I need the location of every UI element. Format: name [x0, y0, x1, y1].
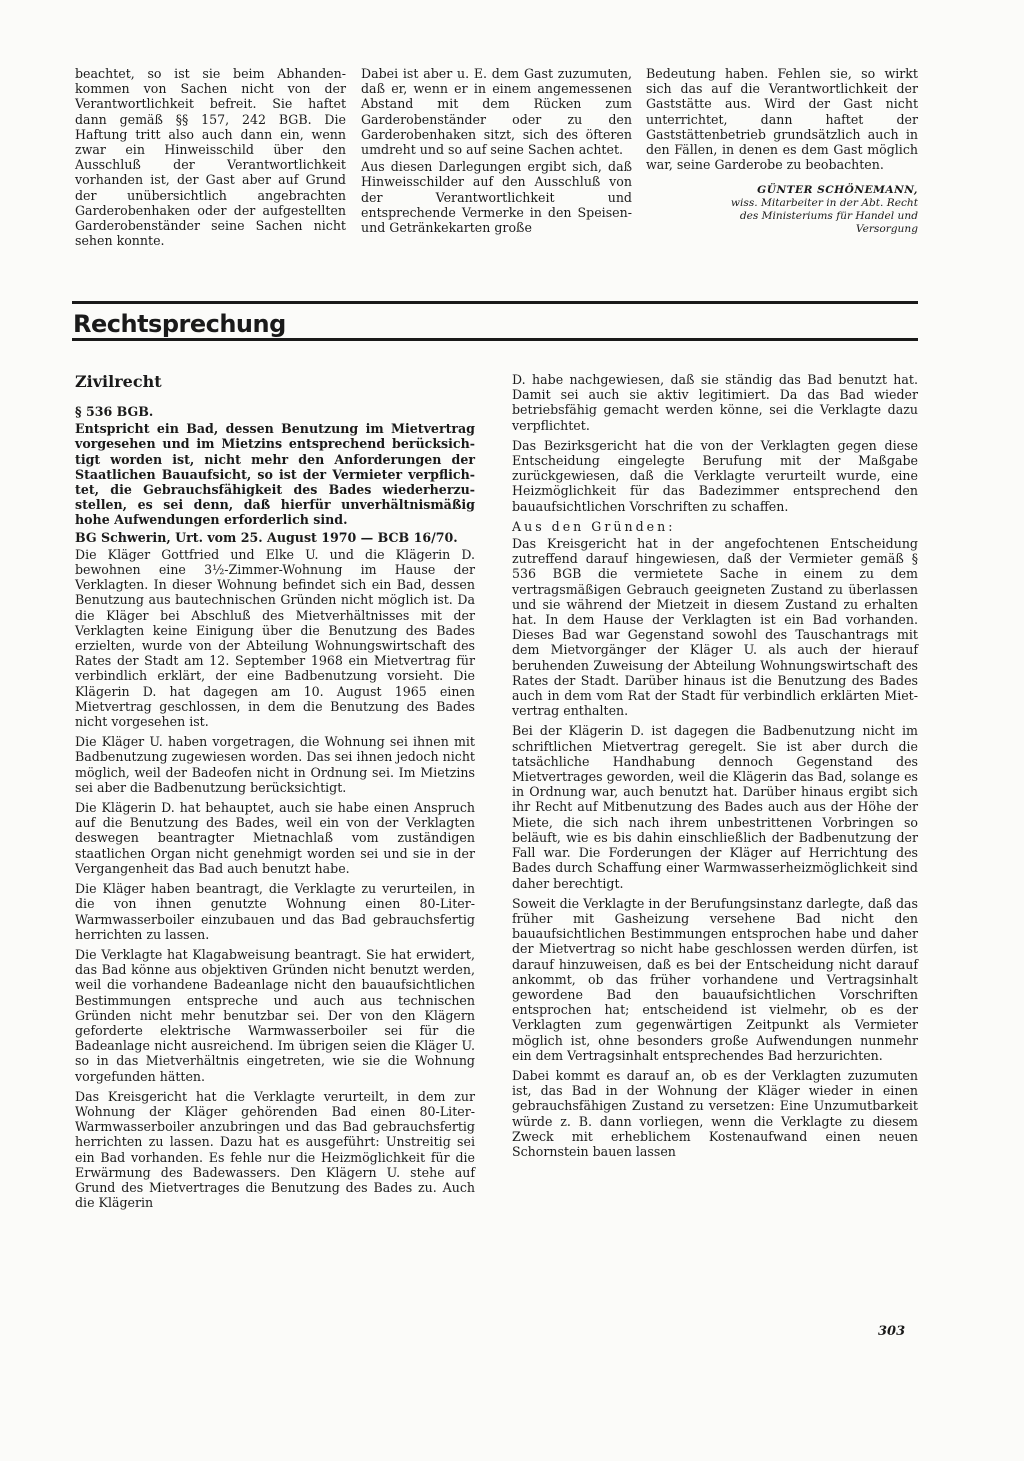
paragraph: Dabei ist aber u. E. dem Gast zuzumuten, daß er, wenn er in einem angemessenen Abstand mit dem Rücken zum Garderobenständer oder zu den Garderobenhaken sitzt, sich des öfteren umdreht und so auf seine Sachen achtet. [361, 66, 632, 158]
headnote: Entspricht ein Bad, dessen Benutzung im Mietvertrag vorgesehen und im Mietzins entsprechend berücksichtigt worden ist, nicht mehr den Anforderungen der Staatlichen Bauaufsicht, so ist der Vermieter verpflichtet, die Gebrauchsfähigkeit des Bades wiederherzustellen, es sei denn, daß hierfür unverhältnismäßig hohe Aufwendungen erforderlich sind. [75, 421, 475, 528]
top-column-2 [361, 66, 632, 237]
paragraph: Dabei kommt es darauf an, ob es der Verklagten zuzumuten ist, das Bad in der Wohnung der Kläger wieder in einen gebrauchsfähigen Zustand zu versetzen: Eine Unzumutbarkeit würde z. B. dann vorliegen, wenn die Verklagte zu diesem Zweck mit erheblichem Kostenaufwand einen neuen Schornstein bauen lassen [512, 1067, 918, 1159]
author-affiliation-line: des Ministeriums für Handel und [739, 210, 918, 223]
body-column-2 [512, 372, 918, 1164]
paragraph: Die Kläger U. haben vorgetragen, die Wohnung sei ihnen mit Badbenutzung zugewiesen worden. Das sei ihnen jedoch nicht möglich, weil der Badeofen nicht in Ordnung sei. Im Mietzins sei aber die Badbenutzung berücksichtigt. [75, 734, 475, 795]
paragraph: Soweit die Verklagte in der Berufungsinstanz darlegte, daß das früher mit Gasheizung versehene Bad nicht den bauaufsichtlichen Bestimmungen entsprochen habe und daher der Mietvertrag so nicht habe geschlossen werden dürfen, ist darauf hinzuweisen, daß es bei der Entscheidung nicht darauf ankommt, ob das früher vorhandene und Vertragsinhalt gewordene Bad den bauaufsichtlichen Vorschriften entsprochen hat; entscheidend ist vielmehr, ob es der Verklagten zum gegenwärtigen Zeitpunkt als Vermieter möglich ist, ohne besonders große Aufwendungen nunmehr ein dem Vertragsinhalt entsprechendes Bad herzurichten. [512, 895, 918, 1063]
paragraph: Die Kläger haben beantragt, die Verklagte zu verurteilen, in die von ihnen genutzte Wohnung einen 80-Liter-Warmwasserboiler einzubauen und das Bad gebrauchsfertig herrichten zu lassen. [75, 881, 475, 942]
paragraph: Die Kläger Gottfried und Elke U. und die Klägerin D. bewohnen eine 3½-Zimmer-Wohnung im Hause der Verklagten. In dieser Wohnung befindet sich ein Bad, dessen Benutzung aus bautechnischen Gründen nicht möglich ist. Da die Kläger bei Abschluß des Mietverhältnisses mit der Verklagten keine Einigung über die Benutzung des Bades erzielten, wurde von der Abteilung Wohnungswirtschaft des Rates der Stadt am 12. September 1968 ein Mietvertrag für verbindlich erklärt, der eine Badbenutzung vorsieht. Die Klägerin D. hat dagegen am 10. August 1965 einen Mietvertrag geschlossen, in dem die Benutzung des Bades nicht vorgesehen ist. [75, 546, 475, 730]
paragraph: Die Verklagte hat Klagabweisung beantragt. Sie hat erwidert, das Bad könne aus objektiven Gründen nicht benutzt werden, weil die vorhandene Badeanlage nicht den bauaufsichtlichen Bestimmungen entspreche und auch aus technischen Gründen nicht mehr benutzbar sei. Der von den Klägern geforderte elektrische Warmwasserboiler sei für die Badeanlage nicht ausreichend. Im übrigen seien die Kläger U. so in das Mietverhältnis eingetreten, wie sie die Wohnung vorgefunden hätten. [75, 946, 475, 1084]
page-number: 303 [878, 1324, 906, 1339]
author-affiliation-line: wiss. Mitarbeiter in der Abt. Recht [730, 197, 918, 210]
section-rule-top [72, 301, 918, 304]
paragraph: Bei der Klägerin D. ist dagegen die Badbenutzung nicht im schriftlichen Mietvertrag geregelt. Sie ist aber durch die tatsächliche Handhabung dennoch Gegenstand des Mietvertrages geworden, weil die Klägerin das Bad, solange es in Ordnung war, auch benutzt hat. Darüber hinaus ergibt sich ihr Recht auf Mitbenutzung des Bades auch aus der Höhe der Miete, die sich nach ihrem unbestrittenen Vorbringen so beläuft, wie es bis dahin einschließlich der Badbenutzung der Fall war. Die Forderungen der Kläger auf Herrichtung des Bades durch Schaffung einer Warmwasserheizmöglichkeit sind daher berechtigt. [512, 723, 918, 891]
paragraph: Aus diesen Darlegungen ergibt sich, daß Hinweisschilder auf den Ausschluß von der Verantwortlichkeit und entsprechende Vermerke in den Speisen- und Getränkekarten große [361, 159, 632, 236]
paragraph: beachtet, so ist sie beim Abhandenkommen von Sachen nicht von der Verantwortlichkeit befreit. Sie haftet dann gemäß §§ 157, 242 BGB. Die Haftung tritt also auch dann ein, wenn zwar ein Hinweisschild über den Ausschluß der Verantwortlichkeit vorhanden ist, der Gast aber auf Grund der unübersichtlich angebrachten Garderobenhaken oder der aufgestellten Garderobenständer seine Sachen nicht sehen konnte. [75, 66, 346, 249]
paragraph: Das Kreisgericht hat in der angefochtenen Entscheidung zutreffend darauf hingewiesen, daß der Vermieter gemäß § 536 BGB die vermietete Sache in einem zu dem vertragsmäßigen Gebrauch geeigneten Zustand zu überlassen und sie während der Mietzeit in diesem Zustand zu erhalten hat. In dem Hause der Verklagten ist ein Bad vorhanden. Dieses Bad war Gegenstand sowohl des Tauschantrags mit dem Mietvorgänger der Kläger U. als auch der hierauf beruhenden Zuweisung der Abteilung Wohnungswirtschaft des Rates der Stadt. Darüber hinaus ist die Benutzung des Bades auch in dem vom Rat der Stadt für verbindlich erklärten Mietvertrag enthalten. [512, 536, 918, 719]
law-reference: § 536 BGB. [75, 404, 154, 419]
top-column-3 [646, 66, 918, 236]
paragraph: Das Kreisgericht hat die Verklagte verurteilt, in dem zur Wohnung der Kläger gehörenden Bad einen 80-Liter-Warmwasserboiler anzubringen und das Bad gebrauchsfertig herrichten zu lassen. Dazu hat es ausgeführt: Unstreitig sei ein Bad vorhanden. Es fehle nur die Heizmöglichkeit für die Erwärmung des Badewassers. Den Klägern U. stehe auf Grund des Mietvertrages die Benutzung des Bades zu. Auch die Klägerin [75, 1088, 475, 1211]
paragraph: D. habe nachgewiesen, daß sie ständig das Bad benutzt hat. Damit sei auch sie aktiv legitimiert. Da das Bad wieder betriebsfähig gemacht werden könne, sei die Verklagte dazu verpflichtet. [512, 372, 918, 433]
paragraph: Die Klägerin D. hat behauptet, auch sie habe einen Anspruch auf die Benutzung des Bades, weil ein von der Verklagten deswegen beantragter Mietnachlaß vom zuständigen staatlichen Organ nicht genehmigt worden sei und sie in der Vergangenheit das Bad auch benutzt habe. [75, 800, 475, 876]
paragraph: Das Bezirksgericht hat die von der Verklagten gegen diese Entscheidung eingelegte Berufung mit der Maßgabe zurückgewiesen, daß die Verklagte verurteilt wurde, eine Heizmöglichkeit für das Badezimmer entsprechend den bauaufsichtlichen Vorschriften zu schaffen. [512, 437, 918, 514]
paragraph: Bedeutung haben. Fehlen sie, so wirkt sich das auf die Verantwortlichkeit der Gaststätte aus. Wird der Gast nicht unterrichtet, dann haftet der Gaststättenbetrieb grundsätzlich auch in den Fällen, in denen es dem Gast möglich war, seine Garderobe zu beobachten. [646, 66, 918, 173]
reasons-heading: Aus den Gründen: [512, 518, 676, 534]
subsection-heading: Zivilrecht [75, 372, 162, 391]
top-column-1 [75, 66, 346, 250]
author-affiliation-line: Versorgung [855, 223, 918, 236]
court-reference: BG Schwerin, Urt. vom 25. August 1970 — BCB 16/70. [75, 529, 458, 545]
section-title: Rechtsprechung [73, 310, 286, 338]
author-signature [646, 184, 918, 236]
author-name: GÜNTER SCHÖNEMANN, [757, 184, 918, 197]
section-rule-bottom [72, 338, 918, 341]
body-column-1 [75, 372, 475, 1215]
